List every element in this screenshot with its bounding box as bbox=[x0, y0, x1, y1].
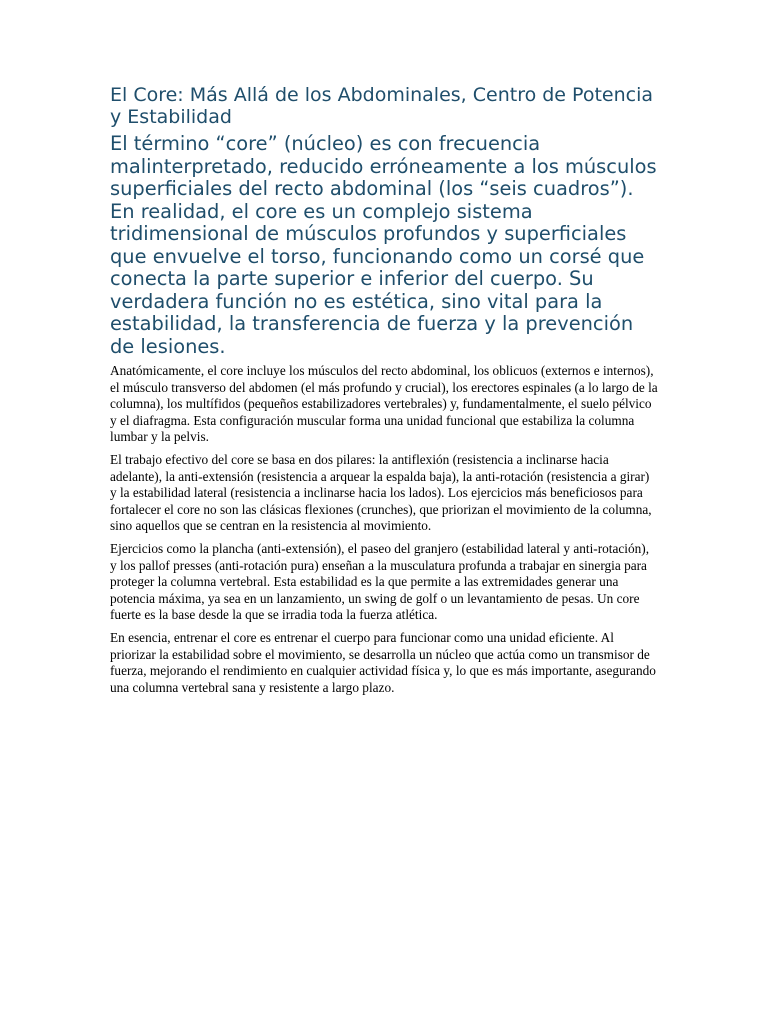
paragraph-exercises: Ejercicios como la plancha (anti-extensión), el paseo del granjero (estabilidad lateral y anti-rotación), y los pallof presses (anti-rotación pura) enseñan a la musculatura profunda a trabajar en sinergia para proteger la columna vertebral. Esta estabilidad es la que permite a las extremidades generar una potencia máxima, ya sea en un lanzamiento, un swing de golf o un levantamiento de pesas. Un core fuerte es la base desde la que se irradia toda la fuerza atlética. bbox=[110, 540, 650, 623]
document-body bbox=[110, 363, 658, 696]
document-subtitle: El término “core” (núcleo) es con frecuencia malinterpretado, reducido erróneamente a los músculos superficiales del recto abdominal (los “seis cuadros”). En realidad, el core es un complejo sistema tridimensional de músculos profundos y superficiales que envuelve el torso, funcionando como un corsé que conecta la parte superior e inferior del cuerpo. Su verdadera función no es estética, sino vital para la estabilidad, la transferencia de fuerza y la prevención de lesiones. bbox=[110, 132, 657, 358]
paragraph-anatomy: Anatómicamente, el core incluye los músculos del recto abdominal, los oblicuos (externos e internos), el músculo transverso del abdomen (el más profundo y crucial), los erectores espinales (a lo largo de la columna), los multífidos (pequeños estabilizadores vertebrales) y, fundamentalmente, el suelo pélvico y el diafragma. Esta configuración muscular forma una unidad funcional que estabiliza la columna lumbar y la pelvis. bbox=[110, 363, 658, 445]
document-page bbox=[110, 84, 658, 702]
paragraph-pillars: El trabajo efectivo del core se basa en dos pilares: la antiflexión (resistencia a inclinarse hacia adelante), la anti-extensión (resistencia a arquear la espalda baja), la anti-rotación (resistencia a girar) y la estabilidad lateral (resistencia a inclinarse hacia los lados). Los ejercicios más beneficiosos para fortalecer el core no son las clásicas flexiones (crunches), que priorizan el movimiento de la columna, sino aquellos que se centran en la resistencia al movimiento. bbox=[110, 451, 652, 534]
document-title: El Core: Más Allá de los Abdominales, Centro de Potencia y Estabilidad bbox=[110, 84, 653, 128]
paragraph-conclusion: En esencia, entrenar el core es entrenar el cuerpo para funcionar como una unidad eficiente. Al priorizar la estabilidad sobre el movimiento, se desarrolla un núcleo que actúa como un transmisor de fuerza, mejorando el rendimiento en cualquier actividad física y, lo que es más importante, asegurando una columna vertebral sana y resistente a largo plazo. bbox=[110, 629, 656, 695]
